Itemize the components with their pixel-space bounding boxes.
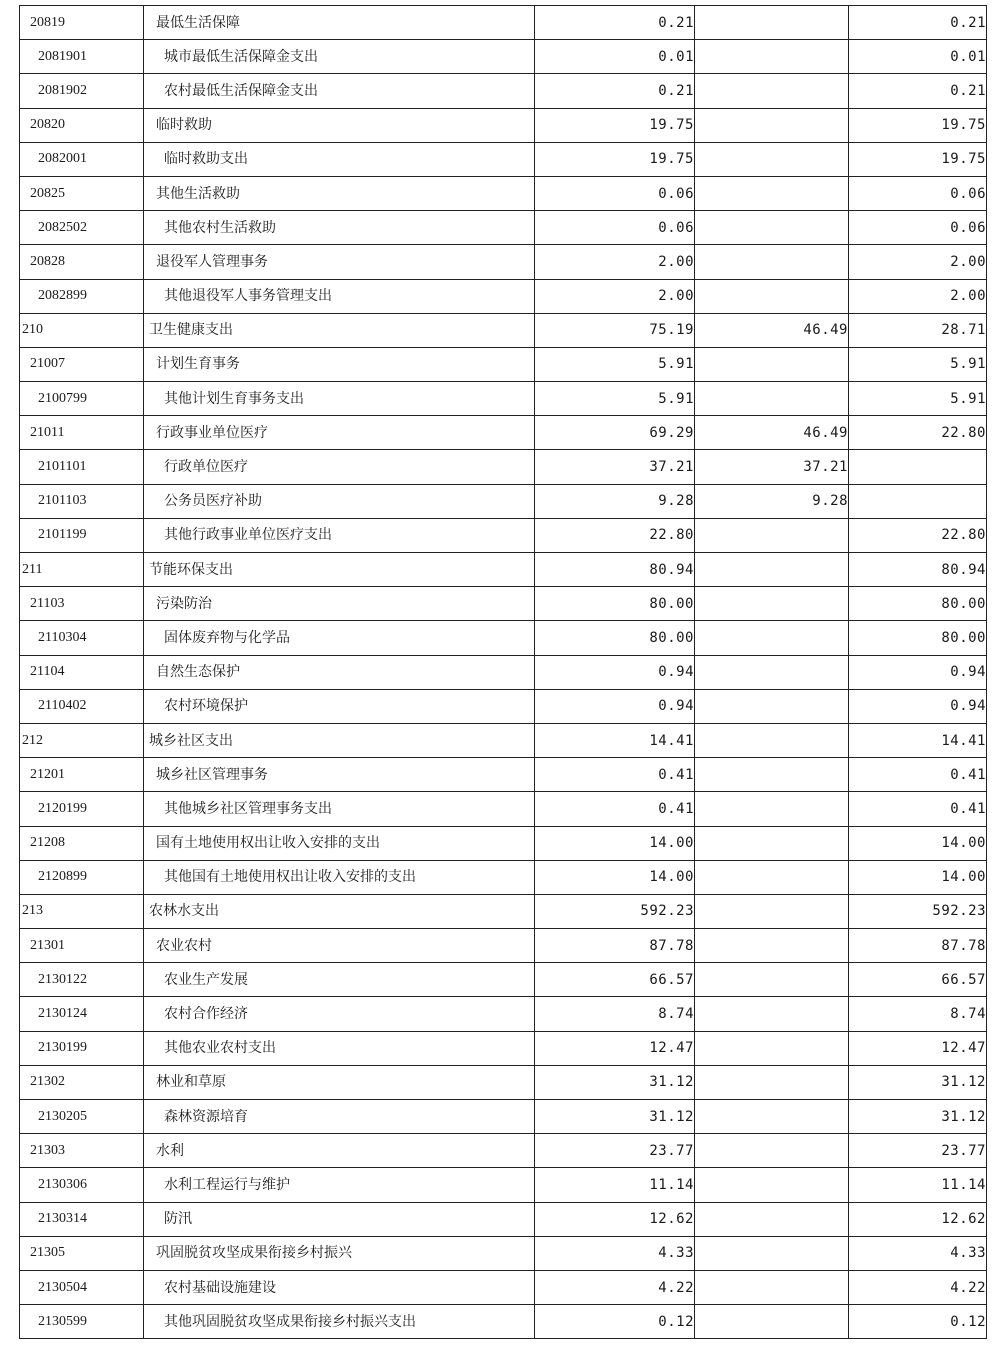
function-code-cell: 20825 [20, 176, 144, 210]
project-expenditure-cell: 22.80 [849, 518, 987, 552]
total-amount-cell: 37.21 [535, 450, 695, 484]
total-amount-cell: 22.80 [535, 518, 695, 552]
function-code-cell: 2101101 [20, 450, 144, 484]
basic-expenditure-cell [695, 1305, 849, 1339]
function-name-cell: 行政单位医疗 [144, 450, 535, 484]
function-name-cell: 污染防治 [144, 587, 535, 621]
table-row [20, 621, 987, 655]
project-expenditure-cell: 592.23 [849, 894, 987, 928]
table-row [20, 176, 987, 210]
function-code-cell: 2130205 [20, 1100, 144, 1134]
function-code-cell: 21011 [20, 416, 144, 450]
function-name-cell: 计划生育事务 [144, 347, 535, 381]
table-row [20, 245, 987, 279]
project-expenditure-cell [849, 450, 987, 484]
table-row [20, 1202, 987, 1236]
project-expenditure-cell: 4.33 [849, 1236, 987, 1270]
total-amount-cell: 19.75 [535, 108, 695, 142]
function-name-cell: 农业生产发展 [144, 963, 535, 997]
project-expenditure-cell: 19.75 [849, 108, 987, 142]
project-expenditure-cell: 0.41 [849, 758, 987, 792]
function-code-cell: 21303 [20, 1134, 144, 1168]
function-code-cell: 2120899 [20, 860, 144, 894]
table-row [20, 1236, 987, 1270]
project-expenditure-cell: 0.06 [849, 176, 987, 210]
table-row [20, 484, 987, 518]
basic-expenditure-cell [695, 211, 849, 245]
basic-expenditure-cell [695, 758, 849, 792]
project-expenditure-cell: 31.12 [849, 1065, 987, 1099]
budget-table-body [20, 6, 987, 1339]
project-expenditure-cell: 0.21 [849, 74, 987, 108]
table-row [20, 347, 987, 381]
table-row [20, 758, 987, 792]
function-name-cell: 其他城乡社区管理事务支出 [144, 792, 535, 826]
basic-expenditure-cell [695, 347, 849, 381]
table-row [20, 587, 987, 621]
basic-expenditure-cell [695, 1202, 849, 1236]
function-code-cell: 2130314 [20, 1202, 144, 1236]
basic-expenditure-cell [695, 245, 849, 279]
function-code-cell: 213 [20, 894, 144, 928]
function-name-cell: 其他计划生育事务支出 [144, 382, 535, 416]
total-amount-cell: 2.00 [535, 245, 695, 279]
table-row [20, 655, 987, 689]
function-code-cell: 2120199 [20, 792, 144, 826]
basic-expenditure-cell [695, 689, 849, 723]
basic-expenditure-cell [695, 1134, 849, 1168]
table-row [20, 1100, 987, 1134]
table-row [20, 211, 987, 245]
total-amount-cell: 80.00 [535, 621, 695, 655]
basic-expenditure-cell [695, 6, 849, 40]
project-expenditure-cell: 80.94 [849, 553, 987, 587]
total-amount-cell: 0.94 [535, 689, 695, 723]
project-expenditure-cell: 8.74 [849, 997, 987, 1031]
project-expenditure-cell: 87.78 [849, 929, 987, 963]
total-amount-cell: 8.74 [535, 997, 695, 1031]
function-name-cell: 农村合作经济 [144, 997, 535, 1031]
function-name-cell: 巩固脱贫攻坚成果衔接乡村振兴 [144, 1236, 535, 1270]
total-amount-cell: 31.12 [535, 1065, 695, 1099]
function-name-cell: 自然生态保护 [144, 655, 535, 689]
total-amount-cell: 87.78 [535, 929, 695, 963]
total-amount-cell: 0.41 [535, 792, 695, 826]
basic-expenditure-cell [695, 963, 849, 997]
project-expenditure-cell: 80.00 [849, 587, 987, 621]
total-amount-cell: 5.91 [535, 347, 695, 381]
function-code-cell: 20828 [20, 245, 144, 279]
function-code-cell: 2082899 [20, 279, 144, 313]
total-amount-cell: 0.41 [535, 758, 695, 792]
function-code-cell: 2130122 [20, 963, 144, 997]
basic-expenditure-cell [695, 1031, 849, 1065]
total-amount-cell: 5.91 [535, 382, 695, 416]
table-row [20, 74, 987, 108]
function-name-cell: 临时救助支出 [144, 142, 535, 176]
table-row [20, 382, 987, 416]
project-expenditure-cell: 0.12 [849, 1305, 987, 1339]
function-code-cell: 21007 [20, 347, 144, 381]
function-name-cell: 卫生健康支出 [144, 313, 535, 347]
total-amount-cell: 12.47 [535, 1031, 695, 1065]
table-row [20, 518, 987, 552]
total-amount-cell: 0.06 [535, 176, 695, 210]
project-expenditure-cell: 0.94 [849, 655, 987, 689]
table-row [20, 279, 987, 313]
project-expenditure-cell [849, 484, 987, 518]
table-row [20, 894, 987, 928]
table-row [20, 1168, 987, 1202]
project-expenditure-cell: 14.00 [849, 826, 987, 860]
total-amount-cell: 19.75 [535, 142, 695, 176]
total-amount-cell: 66.57 [535, 963, 695, 997]
basic-expenditure-cell [695, 1065, 849, 1099]
basic-expenditure-cell: 46.49 [695, 313, 849, 347]
function-code-cell: 21201 [20, 758, 144, 792]
project-expenditure-cell: 14.41 [849, 723, 987, 757]
basic-expenditure-cell [695, 792, 849, 826]
total-amount-cell: 592.23 [535, 894, 695, 928]
total-amount-cell: 4.33 [535, 1236, 695, 1270]
project-expenditure-cell: 19.75 [849, 142, 987, 176]
function-code-cell: 21103 [20, 587, 144, 621]
total-amount-cell: 80.00 [535, 587, 695, 621]
basic-expenditure-cell [695, 176, 849, 210]
basic-expenditure-cell [695, 382, 849, 416]
function-code-cell: 2130124 [20, 997, 144, 1031]
function-code-cell: 212 [20, 723, 144, 757]
function-code-cell: 2082502 [20, 211, 144, 245]
basic-expenditure-cell: 46.49 [695, 416, 849, 450]
project-expenditure-cell: 23.77 [849, 1134, 987, 1168]
function-name-cell: 退役军人管理事务 [144, 245, 535, 279]
total-amount-cell: 11.14 [535, 1168, 695, 1202]
function-name-cell: 临时救助 [144, 108, 535, 142]
table-row [20, 997, 987, 1031]
total-amount-cell: 23.77 [535, 1134, 695, 1168]
basic-expenditure-cell [695, 553, 849, 587]
project-expenditure-cell: 5.91 [849, 382, 987, 416]
table-row [20, 142, 987, 176]
function-name-cell: 水利 [144, 1134, 535, 1168]
function-code-cell: 21104 [20, 655, 144, 689]
total-amount-cell: 9.28 [535, 484, 695, 518]
function-code-cell: 20820 [20, 108, 144, 142]
basic-expenditure-cell [695, 518, 849, 552]
function-name-cell: 最低生活保障 [144, 6, 535, 40]
table-row [20, 1305, 987, 1339]
function-code-cell: 21301 [20, 929, 144, 963]
function-name-cell: 林业和草原 [144, 1065, 535, 1099]
budget-table [19, 5, 987, 1339]
table-row [20, 826, 987, 860]
function-name-cell: 公务员医疗补助 [144, 484, 535, 518]
function-name-cell: 其他农业农村支出 [144, 1031, 535, 1065]
project-expenditure-cell: 0.94 [849, 689, 987, 723]
function-name-cell: 其他行政事业单位医疗支出 [144, 518, 535, 552]
basic-expenditure-cell [695, 1168, 849, 1202]
function-code-cell: 2130199 [20, 1031, 144, 1065]
function-code-cell: 2101103 [20, 484, 144, 518]
function-code-cell: 2110304 [20, 621, 144, 655]
function-code-cell: 2110402 [20, 689, 144, 723]
basic-expenditure-cell [695, 929, 849, 963]
total-amount-cell: 0.21 [535, 74, 695, 108]
total-amount-cell: 0.12 [535, 1305, 695, 1339]
function-code-cell: 2101199 [20, 518, 144, 552]
total-amount-cell: 14.00 [535, 826, 695, 860]
table-row [20, 6, 987, 40]
table-row [20, 963, 987, 997]
project-expenditure-cell: 14.00 [849, 860, 987, 894]
table-row [20, 723, 987, 757]
table-row [20, 1031, 987, 1065]
function-code-cell: 2130599 [20, 1305, 144, 1339]
basic-expenditure-cell [695, 860, 849, 894]
function-name-cell: 农业农村 [144, 929, 535, 963]
table-row [20, 40, 987, 74]
project-expenditure-cell: 22.80 [849, 416, 987, 450]
basic-expenditure-cell: 9.28 [695, 484, 849, 518]
total-amount-cell: 14.00 [535, 860, 695, 894]
basic-expenditure-cell [695, 40, 849, 74]
function-code-cell: 2082001 [20, 142, 144, 176]
table-row [20, 860, 987, 894]
function-name-cell: 节能环保支出 [144, 553, 535, 587]
budget-sheet [19, 5, 986, 1339]
table-row [20, 1065, 987, 1099]
function-name-cell: 行政事业单位医疗 [144, 416, 535, 450]
table-row [20, 450, 987, 484]
function-name-cell: 其他巩固脱贫攻坚成果衔接乡村振兴支出 [144, 1305, 535, 1339]
function-name-cell: 森林资源培育 [144, 1100, 535, 1134]
total-amount-cell: 31.12 [535, 1100, 695, 1134]
function-code-cell: 2081901 [20, 40, 144, 74]
basic-expenditure-cell [695, 279, 849, 313]
function-code-cell: 211 [20, 553, 144, 587]
function-name-cell: 其他生活救助 [144, 176, 535, 210]
project-expenditure-cell: 4.22 [849, 1270, 987, 1304]
function-code-cell: 2130306 [20, 1168, 144, 1202]
project-expenditure-cell: 66.57 [849, 963, 987, 997]
basic-expenditure-cell [695, 655, 849, 689]
basic-expenditure-cell [695, 142, 849, 176]
total-amount-cell: 69.29 [535, 416, 695, 450]
function-name-cell: 防汛 [144, 1202, 535, 1236]
function-code-cell: 20819 [20, 6, 144, 40]
total-amount-cell: 0.01 [535, 40, 695, 74]
basic-expenditure-cell [695, 621, 849, 655]
project-expenditure-cell: 2.00 [849, 245, 987, 279]
total-amount-cell: 12.62 [535, 1202, 695, 1236]
function-name-cell: 城乡社区支出 [144, 723, 535, 757]
function-code-cell: 2081902 [20, 74, 144, 108]
total-amount-cell: 80.94 [535, 553, 695, 587]
table-row [20, 929, 987, 963]
function-name-cell: 农村最低生活保障金支出 [144, 74, 535, 108]
total-amount-cell: 2.00 [535, 279, 695, 313]
total-amount-cell: 0.94 [535, 655, 695, 689]
table-row [20, 108, 987, 142]
total-amount-cell: 14.41 [535, 723, 695, 757]
project-expenditure-cell: 28.71 [849, 313, 987, 347]
table-row [20, 1134, 987, 1168]
function-name-cell: 城乡社区管理事务 [144, 758, 535, 792]
function-code-cell: 21302 [20, 1065, 144, 1099]
project-expenditure-cell: 0.06 [849, 211, 987, 245]
function-code-cell: 2100799 [20, 382, 144, 416]
project-expenditure-cell: 0.21 [849, 6, 987, 40]
basic-expenditure-cell [695, 826, 849, 860]
basic-expenditure-cell [695, 108, 849, 142]
function-name-cell: 固体废弃物与化学品 [144, 621, 535, 655]
function-name-cell: 其他退役军人事务管理支出 [144, 279, 535, 313]
project-expenditure-cell: 11.14 [849, 1168, 987, 1202]
project-expenditure-cell: 5.91 [849, 347, 987, 381]
function-name-cell: 水利工程运行与维护 [144, 1168, 535, 1202]
project-expenditure-cell: 0.41 [849, 792, 987, 826]
total-amount-cell: 0.06 [535, 211, 695, 245]
function-name-cell: 国有土地使用权出让收入安排的支出 [144, 826, 535, 860]
function-name-cell: 城市最低生活保障金支出 [144, 40, 535, 74]
project-expenditure-cell: 12.62 [849, 1202, 987, 1236]
function-name-cell: 其他农村生活救助 [144, 211, 535, 245]
basic-expenditure-cell: 37.21 [695, 450, 849, 484]
table-row [20, 553, 987, 587]
table-row [20, 1270, 987, 1304]
basic-expenditure-cell [695, 1270, 849, 1304]
project-expenditure-cell: 12.47 [849, 1031, 987, 1065]
table-row [20, 792, 987, 826]
basic-expenditure-cell [695, 894, 849, 928]
basic-expenditure-cell [695, 74, 849, 108]
project-expenditure-cell: 80.00 [849, 621, 987, 655]
total-amount-cell: 0.21 [535, 6, 695, 40]
function-code-cell: 21208 [20, 826, 144, 860]
basic-expenditure-cell [695, 587, 849, 621]
basic-expenditure-cell [695, 997, 849, 1031]
project-expenditure-cell: 31.12 [849, 1100, 987, 1134]
project-expenditure-cell: 2.00 [849, 279, 987, 313]
function-code-cell: 210 [20, 313, 144, 347]
function-name-cell: 农村环境保护 [144, 689, 535, 723]
function-name-cell: 其他国有土地使用权出让收入安排的支出 [144, 860, 535, 894]
table-row [20, 313, 987, 347]
table-row [20, 416, 987, 450]
project-expenditure-cell: 0.01 [849, 40, 987, 74]
function-code-cell: 21305 [20, 1236, 144, 1270]
total-amount-cell: 4.22 [535, 1270, 695, 1304]
function-name-cell: 农林水支出 [144, 894, 535, 928]
basic-expenditure-cell [695, 1236, 849, 1270]
function-code-cell: 2130504 [20, 1270, 144, 1304]
basic-expenditure-cell [695, 1100, 849, 1134]
function-name-cell: 农村基础设施建设 [144, 1270, 535, 1304]
total-amount-cell: 75.19 [535, 313, 695, 347]
basic-expenditure-cell [695, 723, 849, 757]
table-row [20, 689, 987, 723]
